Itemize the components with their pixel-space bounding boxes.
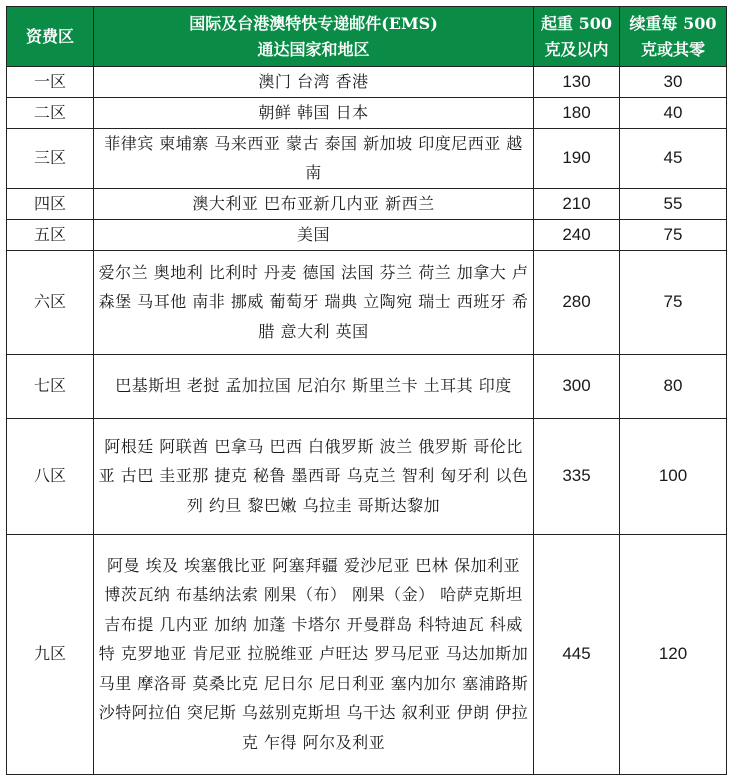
header-extra-weight — [620, 7, 727, 67]
table-row — [7, 418, 727, 534]
ems-rate-table — [6, 6, 727, 775]
header-first-line2: 克及以内 — [544, 39, 609, 59]
zone-cell: 六区 — [7, 250, 94, 354]
first-weight-cell: 180 — [534, 98, 620, 129]
countries-cell: 菲律宾 柬埔寨 马来西亚 蒙古 泰国 新加坡 印度尼西亚 越南 — [94, 128, 534, 188]
countries-cell: 澳门 台湾 香港 — [94, 67, 534, 98]
first-weight-cell: 300 — [534, 354, 620, 418]
table-row — [7, 128, 727, 188]
zone-cell: 二区 — [7, 98, 94, 129]
extra-weight-cell: 100 — [620, 418, 727, 534]
table-row — [7, 67, 727, 98]
countries-cell: 巴基斯坦 老挝 孟加拉国 尼泊尔 斯里兰卡 土耳其 印度 — [94, 354, 534, 418]
first-weight-cell: 445 — [534, 534, 620, 774]
zone-cell: 一区 — [7, 67, 94, 98]
extra-weight-cell: 30 — [620, 67, 727, 98]
header-extra-line1: 续重每 500 — [629, 13, 717, 33]
first-weight-cell: 130 — [534, 67, 620, 98]
extra-weight-cell: 120 — [620, 534, 727, 774]
countries-cell: 阿根廷 阿联酋 巴拿马 巴西 白俄罗斯 波兰 俄罗斯 哥伦比亚 古巴 圭亚那 捷克 秘鲁 墨西哥 乌克兰 智利 匈牙利 以色列 约旦 黎巴嫩 乌拉圭 哥斯达黎加 — [94, 418, 534, 534]
header-zone: 资费区 — [7, 7, 94, 67]
extra-weight-cell: 75 — [620, 250, 727, 354]
extra-weight-cell: 55 — [620, 188, 727, 219]
table-body — [7, 67, 727, 775]
extra-weight-cell: 45 — [620, 128, 727, 188]
zone-cell: 九区 — [7, 534, 94, 774]
countries-cell: 美国 — [94, 219, 534, 250]
first-weight-cell: 280 — [534, 250, 620, 354]
countries-cell: 澳大利亚 巴布亚新几内亚 新西兰 — [94, 188, 534, 219]
extra-weight-cell: 80 — [620, 354, 727, 418]
zone-cell: 三区 — [7, 128, 94, 188]
table-row — [7, 98, 727, 129]
extra-weight-cell: 75 — [620, 219, 727, 250]
first-weight-cell: 190 — [534, 128, 620, 188]
table-row — [7, 188, 727, 219]
zone-cell: 八区 — [7, 418, 94, 534]
table-row — [7, 219, 727, 250]
table-row — [7, 250, 727, 354]
zone-cell: 五区 — [7, 219, 94, 250]
table-row — [7, 534, 727, 774]
header-countries — [94, 7, 534, 67]
header-countries-line1: 国际及台港澳特快专递邮件(EMS) — [189, 13, 438, 33]
extra-weight-cell: 40 — [620, 98, 727, 129]
header-first-line1: 起重 500 — [541, 13, 612, 33]
countries-cell: 爱尔兰 奥地利 比利时 丹麦 德国 法国 芬兰 荷兰 加拿大 卢森堡 马耳他 南非 挪威 葡萄牙 瑞典 立陶宛 瑞士 西班牙 希腊 意大利 英国 — [94, 250, 534, 354]
first-weight-cell: 335 — [534, 418, 620, 534]
first-weight-cell: 210 — [534, 188, 620, 219]
table-row — [7, 354, 727, 418]
header-first-weight — [534, 7, 620, 67]
table-header — [7, 7, 727, 67]
countries-cell: 阿曼 埃及 埃塞俄比亚 阿塞拜疆 爱沙尼亚 巴林 保加利亚 博茨瓦纳 布基纳法索 刚果（布） 刚果（金） 哈萨克斯坦 吉布提 几内亚 加纳 加蓬 卡塔尔 开曼群岛 科特迪瓦 科威特 克罗地亚 肯尼亚 拉脱维亚 卢旺达 罗马尼亚 马达加斯加 马里 摩洛哥 莫桑比克 尼日尔 尼日利亚 塞内加尔 塞浦路斯 沙特阿拉伯 突尼斯 乌兹别克斯坦 乌干达 叙利亚 伊朗 伊拉克 乍得 阿尔及利亚 — [94, 534, 534, 774]
zone-cell: 四区 — [7, 188, 94, 219]
countries-cell: 朝鲜 韩国 日本 — [94, 98, 534, 129]
first-weight-cell: 240 — [534, 219, 620, 250]
header-countries-line2: 通达国家和地区 — [257, 39, 370, 59]
header-extra-line2: 克或其零 — [640, 39, 705, 59]
zone-cell: 七区 — [7, 354, 94, 418]
